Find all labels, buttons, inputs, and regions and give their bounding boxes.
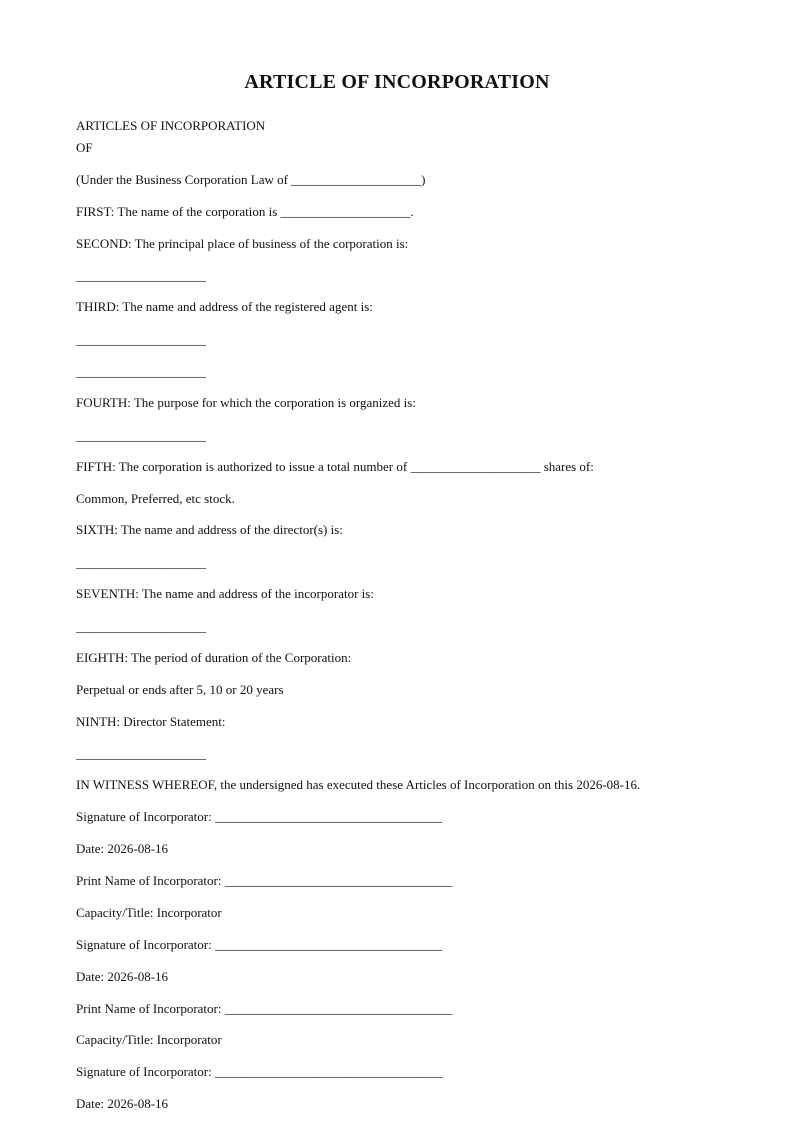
document-title: ARTICLE OF INCORPORATION xyxy=(244,71,550,93)
signature-line: Signature of Incorporator: ___________________________________ xyxy=(76,809,443,824)
heading-of: OF xyxy=(76,140,93,155)
fourth-clause: FOURTH: The purpose for which the corporation is organized is: xyxy=(76,395,416,410)
date-line: Date: 2026-08-16 xyxy=(76,969,169,984)
print-name-line: Print Name of Incorporator: ___________________________________ xyxy=(76,1001,453,1016)
capacity-line: Capacity/Title: Incorporator xyxy=(76,1032,222,1047)
date-line: Date: 2026-08-16 xyxy=(76,841,169,856)
blank-line: ____________________ xyxy=(76,428,206,443)
date-line: Date: 2026-08-16 xyxy=(76,1096,169,1111)
blank-line: ____________________ xyxy=(76,364,206,379)
fifth-clause: FIFTH: The corporation is authorized to issue a total number of ____________________ shares of: xyxy=(76,459,594,474)
sixth-clause: SIXTH: The name and address of the director(s) is: xyxy=(76,522,343,537)
governing-law-line: (Under the Business Corporation Law of ____________________) xyxy=(76,172,426,187)
blank-line: ____________________ xyxy=(76,746,206,761)
witness-statement: IN WITNESS WHEREOF, the undersigned has executed these Articles of Incorporation on this 2026-08-16. xyxy=(76,777,641,792)
ninth-clause: NINTH: Director Statement: xyxy=(76,714,226,729)
print-name-line: Print Name of Incorporator: ___________________________________ xyxy=(76,873,453,888)
third-clause: THIRD: The name and address of the registered agent is: xyxy=(76,299,373,314)
duration-line: Perpetual or ends after 5, 10 or 20 years xyxy=(76,682,284,697)
first-clause: FIRST: The name of the corporation is ____________________. xyxy=(76,204,414,219)
blank-line: ____________________ xyxy=(76,268,206,283)
blank-line: ____________________ xyxy=(76,555,206,570)
eighth-clause: EIGHTH: The period of duration of the Corporation: xyxy=(76,650,352,665)
seventh-clause: SEVENTH: The name and address of the incorporator is: xyxy=(76,586,374,601)
second-clause: SECOND: The principal place of business of the corporation is: xyxy=(76,236,409,251)
stock-type-line: Common, Preferred, etc stock. xyxy=(76,491,235,506)
blank-line: ____________________ xyxy=(76,332,206,347)
signature-line: Signature of Incorporator: ___________________________________ xyxy=(76,937,443,952)
signature-line: Signature of Incorporator: ___________________________________ xyxy=(76,1064,443,1079)
heading-articles: ARTICLES OF INCORPORATION xyxy=(76,118,266,133)
blank-line: ____________________ xyxy=(76,619,206,634)
capacity-line: Capacity/Title: Incorporator xyxy=(76,905,222,920)
